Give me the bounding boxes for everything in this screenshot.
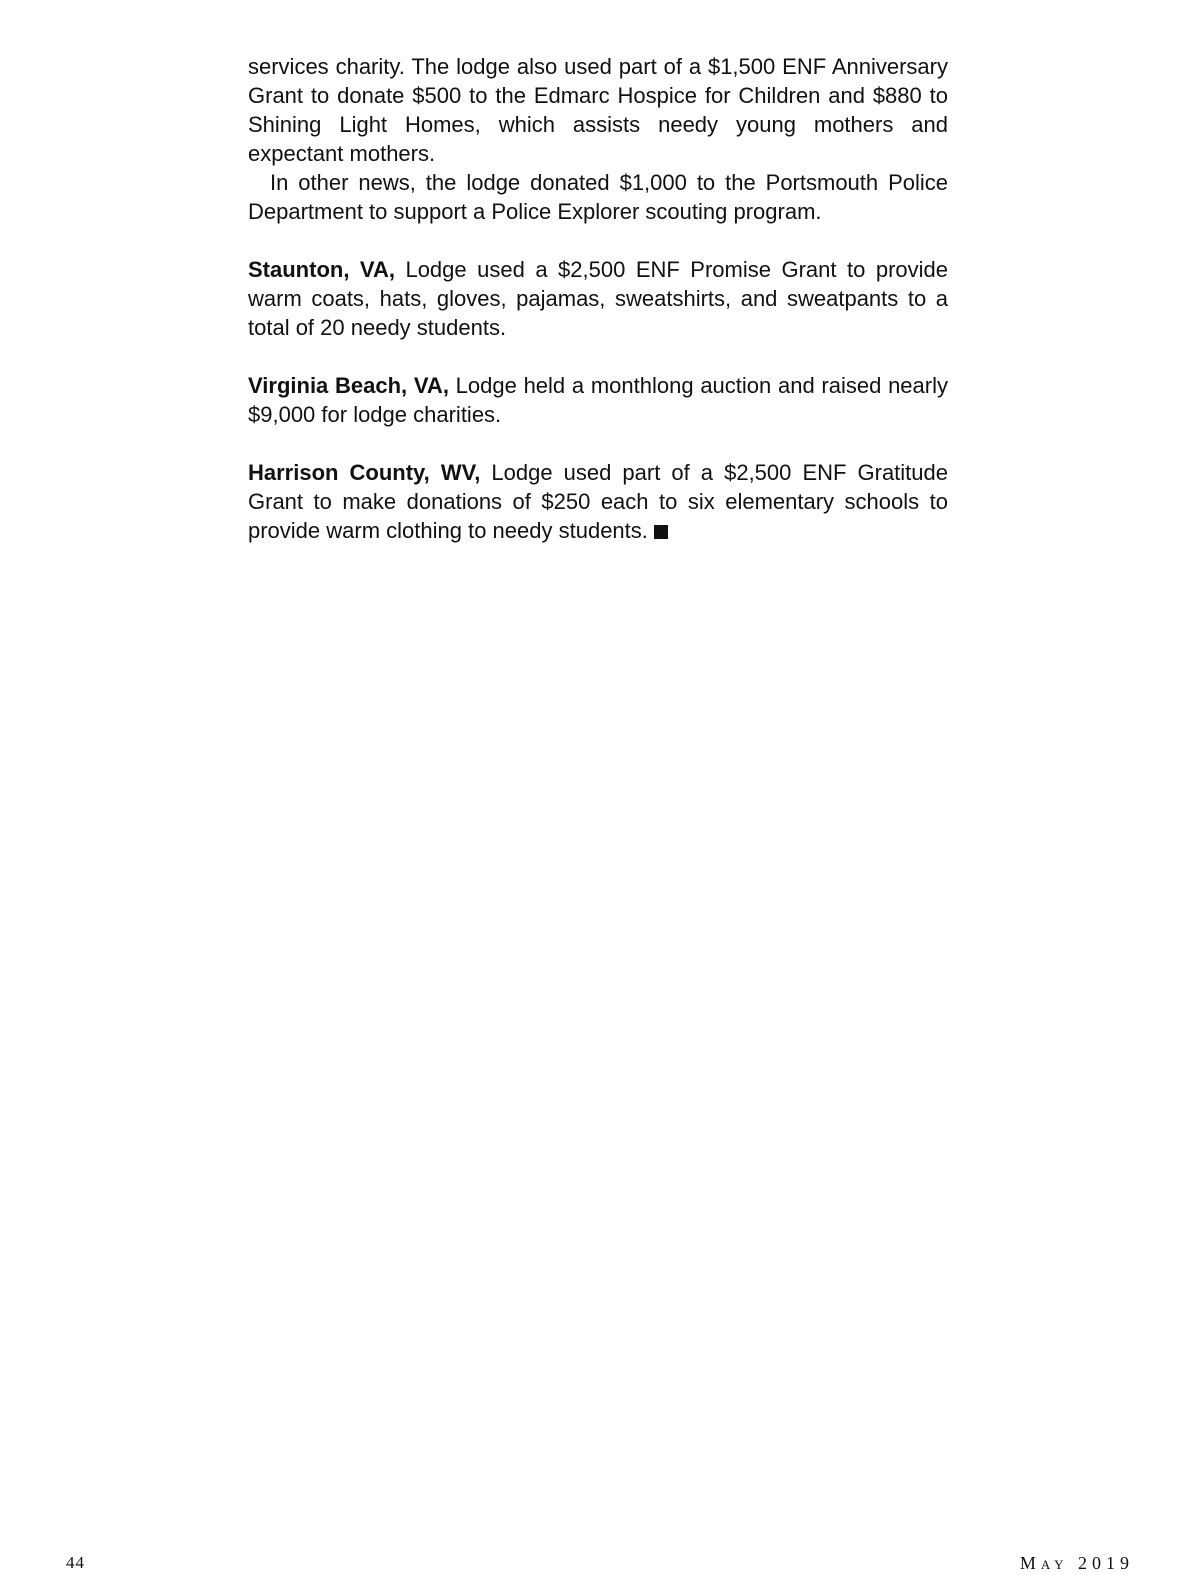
end-of-article-mark-icon bbox=[654, 525, 668, 539]
article-column bbox=[248, 52, 948, 545]
issue-date: May 2019 bbox=[1019, 1553, 1134, 1573]
lodge-location: Harrison County, WV, bbox=[248, 460, 481, 485]
news-item-text: Lodge held a monthlong auction and raised nearly $9,000 for lodge charities. bbox=[248, 373, 948, 427]
news-item-staunton bbox=[248, 255, 948, 342]
news-item-harrison-county bbox=[248, 458, 948, 545]
news-item-text: Lodge used part of a $2,500 ENF Gratitude Grant to make donations of $250 each to six elementary schools to provide warm clothing to needy students. bbox=[248, 460, 948, 543]
lodge-location: Virginia Beach, VA, bbox=[248, 373, 449, 398]
lodge-location: Staunton, VA, bbox=[248, 257, 395, 282]
article-paragraph-other-news: In other news, the lodge donated $1,000 to the Portsmouth Police Department to support a Police Explorer scouting program. bbox=[248, 170, 948, 224]
page-number: 44 bbox=[66, 1553, 85, 1572]
news-item-virginia-beach bbox=[248, 371, 948, 429]
article-paragraph-continued: services charity. The lodge also used part of a $1,500 ENF Anniversary Grant to donate $500 to the Edmarc Hospice for Children and $880 to Shining Light Homes, which assists needy young mothers and expectant mothers. bbox=[248, 54, 948, 166]
news-item-text: Lodge used a $2,500 ENF Promise Grant to provide warm coats, hats, gloves, pajamas, sweatshirts, and sweatpants to a total of 20 needy students. bbox=[248, 257, 948, 340]
